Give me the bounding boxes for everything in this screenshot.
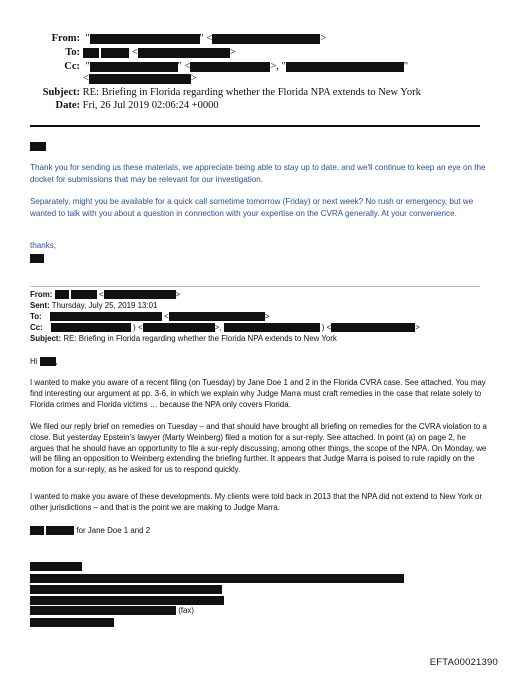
header-from-row: From: " " < > (30, 33, 326, 45)
redaction (212, 34, 320, 44)
redaction (169, 312, 265, 321)
header-date-row (30, 100, 219, 112)
redaction (83, 48, 99, 58)
quoted-to-label: To: (30, 312, 42, 321)
redaction (224, 323, 320, 332)
redaction (331, 323, 415, 332)
date-text: Fri, 26 Jul 2019 02:06:24 +0000 (82, 100, 219, 111)
redaction (46, 526, 74, 535)
signoff-text: for Jane Doe 1 and 2 (76, 526, 151, 535)
quoted-from-label: From: (30, 290, 53, 299)
quoted-subject-label: Subject: (30, 334, 62, 343)
quoted-divider (30, 286, 480, 287)
quoted-paragraph-3: I wanted to make you aware of these developments. My clients were told back in 2013 that the NPA did not extend to New York or other jurisdictions – and that is the point we are making to Judge Marra. (30, 492, 483, 512)
to-label: To: (65, 47, 80, 58)
redaction (190, 62, 270, 72)
bates-number: EFTA00021390 (429, 657, 498, 668)
redaction (90, 34, 200, 44)
subject-text: RE: Briefing in Florida regarding whether the Florida NPA extends to New York (82, 87, 421, 98)
redaction (30, 606, 176, 615)
redaction (286, 62, 404, 72)
quoted-sent-row (30, 301, 157, 311)
redaction (30, 562, 82, 571)
fax-row (30, 606, 194, 615)
header-divider (30, 125, 480, 127)
signoff-row (30, 526, 150, 535)
fax-label: (fax) (178, 606, 194, 615)
quoted-paragraph-2: We filed our reply brief on remedies on Tuesday – and that should have brought all briefing on remedies for the CVRA violation to a close. But yesterday Epstein's lawyer (Marty Weinberg) filed a motion for a sur-reply. See attached. In point (a) on page 2, he argues that he should have an opportunity to file a sur-reply discussing, among other things, the scope of the NPA. On Monday, we will be filing an opposition to Weinberg extending the briefing further. It appears that Judge Marra is poised to rule rapidly on the motion for a sur-reply, as he asked for us to respond quickly. (30, 422, 487, 475)
quoted-greeting: Hi (30, 357, 38, 366)
redaction (30, 142, 46, 151)
quoted-to-row: To: < > (30, 312, 270, 321)
redaction (55, 290, 69, 299)
quoted-cc-label: Cc: (30, 323, 43, 332)
redaction (104, 290, 176, 299)
from-label: From: (51, 33, 80, 44)
redaction (30, 254, 44, 263)
redaction (30, 585, 222, 594)
reply-closing: thanks, (30, 241, 57, 250)
quoted-sent-text: Thursday, July 25, 2019 13:01 (51, 301, 158, 310)
quoted-from-row: From: < > (30, 290, 181, 299)
redaction (71, 290, 97, 299)
date-label: Date: (55, 100, 80, 111)
redaction (89, 74, 191, 84)
cc-label: Cc: (64, 61, 80, 72)
quoted-subject-row (30, 334, 337, 344)
redaction (30, 618, 114, 627)
redaction (30, 526, 44, 535)
quoted-subject-text: RE: Briefing in Florida regarding whether the Florida NPA extends to New York (63, 334, 337, 343)
reply-paragraph-1: Thank you for sending us these materials, we appreciate being able to stay up to date, and we'll continue to keep an eye on the docket for submissions that may be relevant for our investigation. (30, 163, 486, 184)
redaction (30, 574, 404, 583)
header-cc-row: Cc: " " < >, " " (30, 61, 408, 73)
quoted-cc-row: Cc: ) < >, ) < > (30, 323, 420, 332)
redaction (51, 323, 131, 332)
reply-paragraph-2: Separately, might you be available for a quick call sometime tomorrow (Friday) or next week? No rush or emergency, but we wanted to talk with you about a question in connection with your expertise on the CVRA generally. At your convenience. (30, 197, 474, 218)
redaction (90, 62, 178, 72)
quoted-paragraph-1: I wanted to make you aware of a recent filing (on Tuesday) by Jane Doe 1 and 2 in the Florida CVRA case. See attached. You may find interesting our argument at pp. 3-6, in which we explain why Judge Marra must craft remedies in the case that relate solely to Florida crimes and Florida victims … because the NPA only covers Florida. (30, 378, 486, 409)
redaction (50, 312, 162, 321)
header-to-row: To: < > (30, 47, 236, 59)
redaction (101, 48, 129, 58)
redaction (143, 323, 215, 332)
redaction (40, 357, 56, 366)
header-subject-row (30, 87, 421, 99)
redaction (30, 596, 224, 605)
subject-label: Subject: (42, 87, 80, 98)
header-cc-row-2: < > (83, 73, 197, 84)
quoted-greeting-row: Hi , (30, 357, 58, 366)
redaction (138, 48, 230, 58)
quoted-sent-label: Sent: (30, 301, 50, 310)
